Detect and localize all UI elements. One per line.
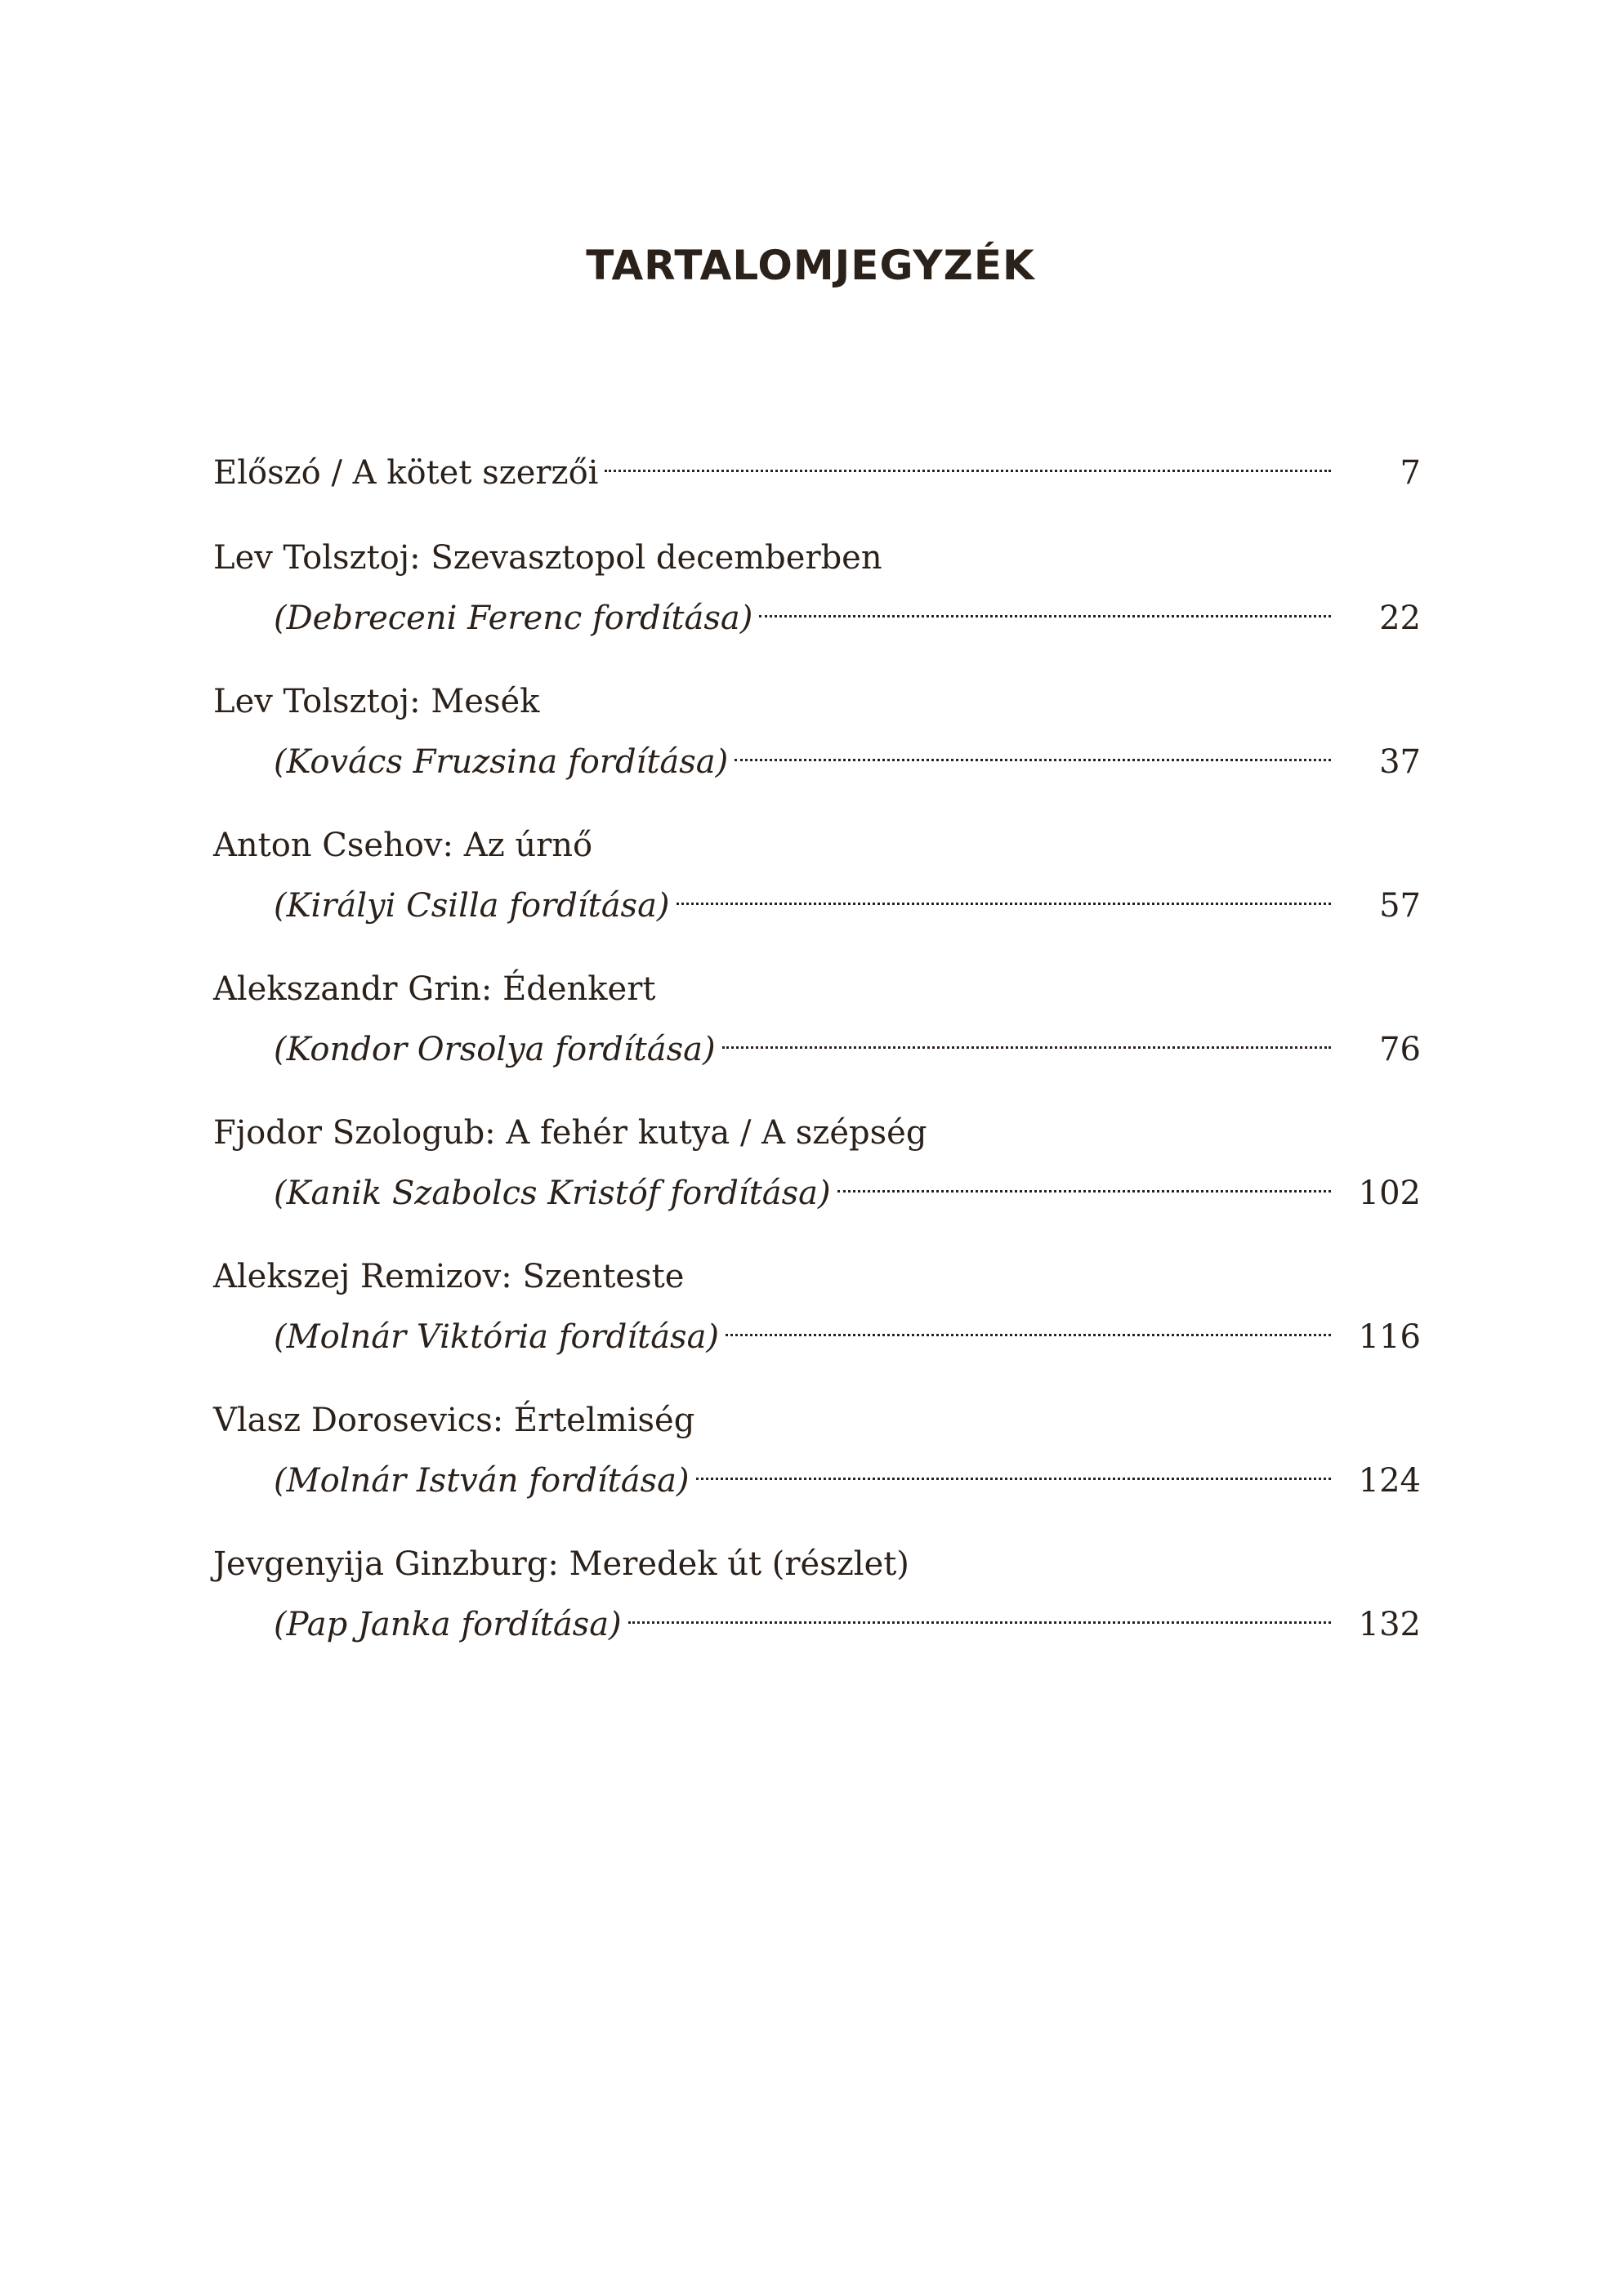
toc-page-number: 102 bbox=[1358, 1175, 1421, 1212]
table-of-contents bbox=[213, 436, 1421, 1684]
toc-page-number: 132 bbox=[1358, 1606, 1421, 1643]
dot-leader bbox=[726, 1300, 1331, 1348]
toc-entry-line bbox=[213, 1588, 1421, 1643]
toc-entry-line bbox=[213, 1444, 1421, 1500]
toc-entry bbox=[213, 822, 1421, 925]
toc-entry-title: Anton Csehov: Az úrnő bbox=[213, 827, 593, 864]
page-title: TARTALOMJEGYZÉK bbox=[586, 242, 1035, 289]
toc-entry bbox=[213, 436, 1421, 492]
dot-leader bbox=[605, 436, 1331, 484]
toc-entry-title: Vlasz Dorosevics: Értelmiség bbox=[213, 1402, 695, 1439]
dot-leader bbox=[628, 1588, 1331, 1635]
toc-entry bbox=[213, 1397, 1421, 1500]
toc-entry-title: Fjodor Szologub: A fehér kutya / A szépség bbox=[213, 1114, 927, 1152]
toc-entry-title: Előszó / A kötet szerzői bbox=[213, 454, 599, 492]
toc-entry-line bbox=[213, 869, 1421, 925]
toc-entry-line bbox=[213, 1013, 1421, 1068]
dot-leader bbox=[722, 1013, 1331, 1060]
toc-page-number: 116 bbox=[1358, 1318, 1421, 1356]
toc-entry-translator: (Királyi Csilla fordítása) bbox=[274, 887, 670, 925]
toc-entry bbox=[213, 1109, 1421, 1212]
toc-entry bbox=[213, 678, 1421, 781]
toc-entry-line bbox=[213, 725, 1421, 781]
toc-page-number: 7 bbox=[1400, 454, 1421, 492]
toc-entry-title: Lev Tolsztoj: Szevasztopol decemberben bbox=[213, 539, 882, 577]
dot-leader bbox=[677, 869, 1331, 916]
toc-entry bbox=[213, 1253, 1421, 1356]
toc-page-number: 37 bbox=[1379, 743, 1421, 781]
toc-entry-title: Alekszej Remizov: Szenteste bbox=[213, 1258, 685, 1295]
toc-entry bbox=[213, 534, 1421, 637]
toc-entry-line bbox=[213, 1157, 1421, 1212]
toc-entry-line bbox=[213, 582, 1421, 637]
toc-entry-translator: (Kanik Szabolcs Kristóf fordítása) bbox=[274, 1175, 831, 1212]
toc-entry bbox=[213, 965, 1421, 1068]
toc-entry-translator: (Molnár István fordítása) bbox=[274, 1462, 690, 1500]
toc-entry-translator: (Pap Janka fordítása) bbox=[274, 1606, 622, 1643]
toc-entry-line bbox=[213, 436, 1421, 492]
toc-entry-line bbox=[213, 1300, 1421, 1356]
toc-entry-translator: (Molnár Viktória fordítása) bbox=[274, 1318, 720, 1356]
toc-entry-translator: (Kondor Orsolya fordítása) bbox=[274, 1031, 716, 1068]
toc-page-number: 57 bbox=[1379, 887, 1421, 925]
dot-leader bbox=[696, 1444, 1331, 1491]
toc-entry-translator: (Kovács Fruzsina fordítása) bbox=[274, 743, 729, 781]
toc-entry bbox=[213, 1540, 1421, 1643]
toc-page-number: 22 bbox=[1379, 600, 1421, 637]
dot-leader bbox=[759, 582, 1331, 629]
dot-leader bbox=[837, 1157, 1331, 1204]
toc-entry-title: Lev Tolsztoj: Mesék bbox=[213, 683, 540, 720]
toc-entry-title: Jevgenyija Ginzburg: Meredek út (részlet) bbox=[213, 1545, 909, 1583]
toc-page-number: 124 bbox=[1358, 1462, 1421, 1500]
dot-leader bbox=[735, 725, 1331, 773]
toc-entry-translator: (Debreceni Ferenc fordítása) bbox=[274, 600, 753, 637]
toc-entry-title: Alekszandr Grin: Édenkert bbox=[213, 970, 656, 1008]
toc-page-number: 76 bbox=[1379, 1031, 1421, 1068]
